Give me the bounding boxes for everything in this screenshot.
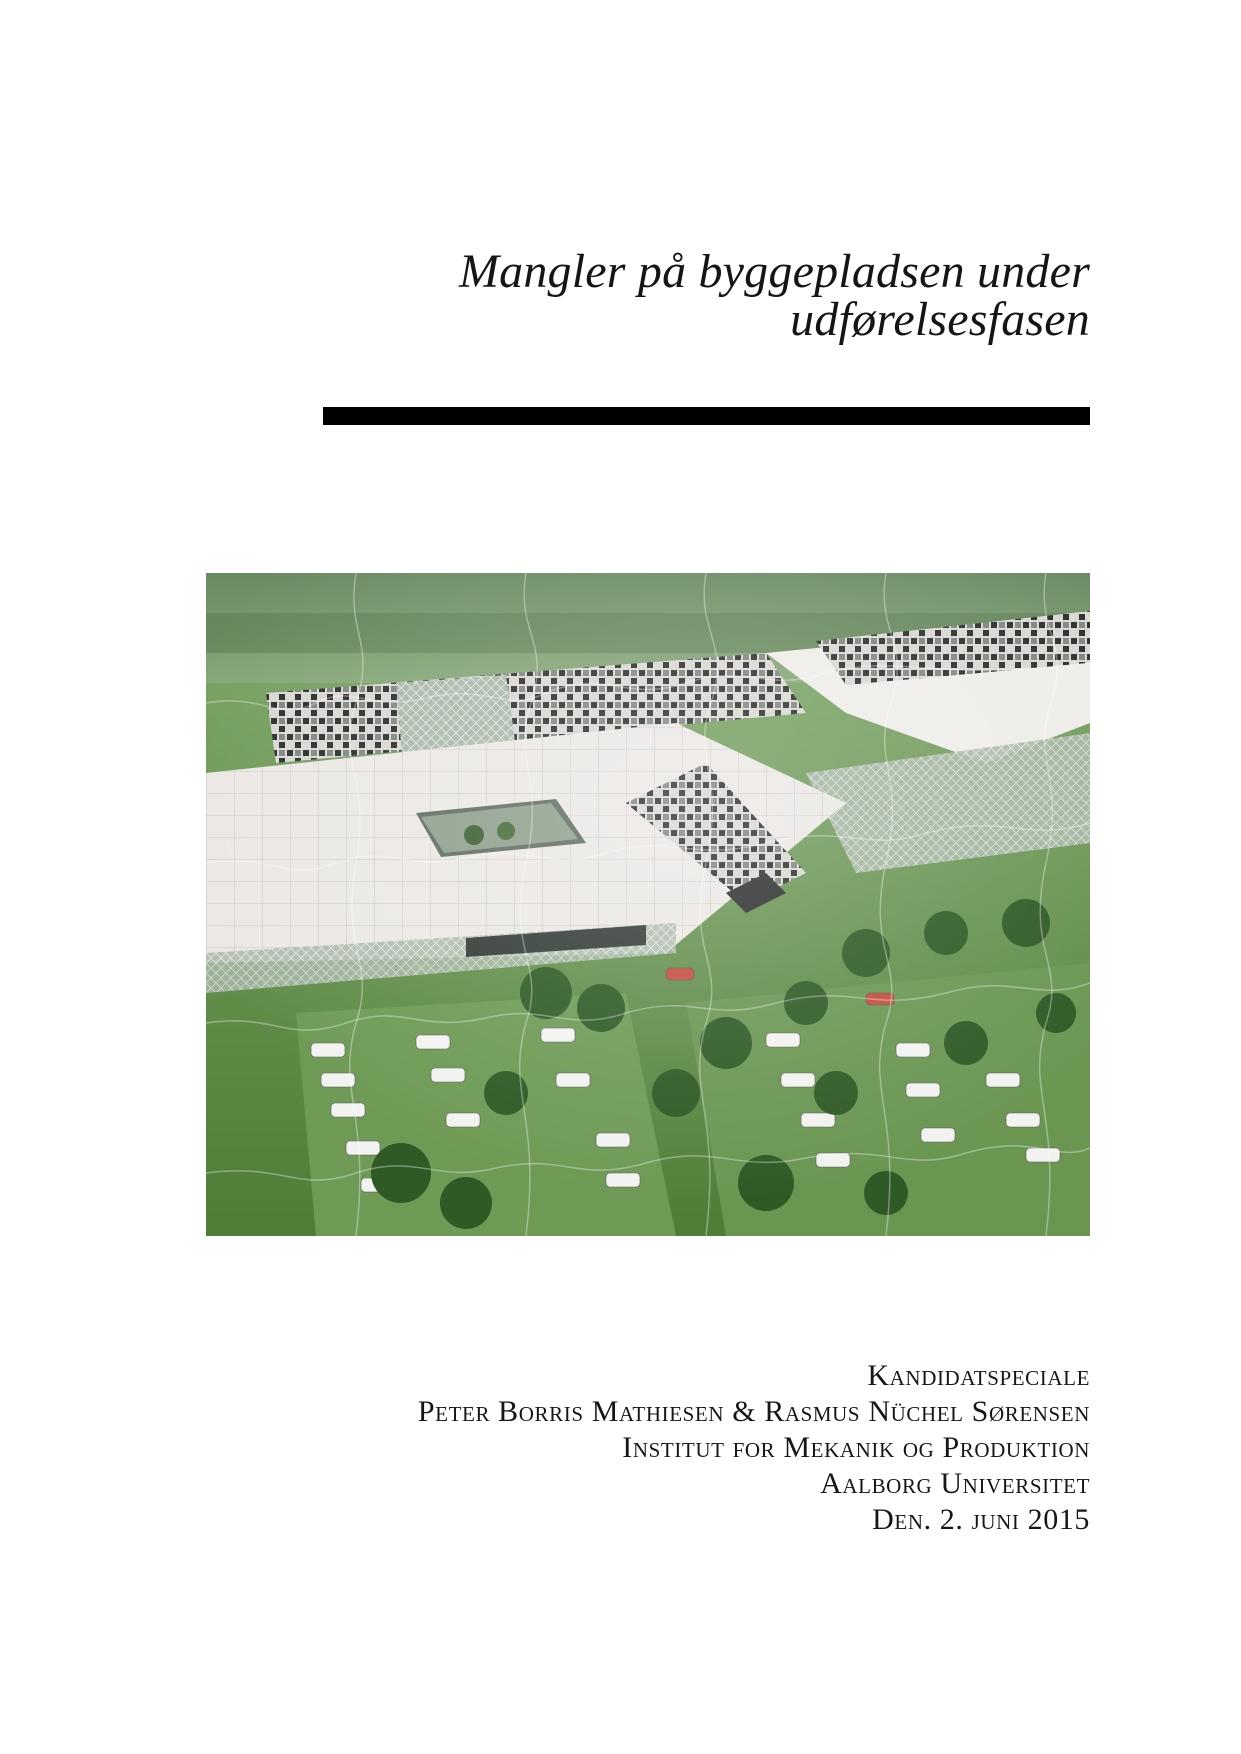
title-line-1: Mangler på byggepladsen under [458, 245, 1090, 298]
title-block [290, 245, 1090, 346]
thesis-type: Kandidatspeciale [867, 1359, 1090, 1392]
date: Den. 2. juni 2015 [872, 1503, 1090, 1536]
title-line-2: udførelsesfasen [790, 293, 1090, 346]
title-rule [323, 407, 1090, 425]
authors: Peter Borris Mathiesen & Rasmus Nüchel Sørensen [417, 1395, 1090, 1428]
jigsaw-puzzle-photo-icon [206, 573, 1090, 1236]
cover-photo [206, 573, 1090, 1236]
institute: Institut for Mekanik og Produktion [622, 1431, 1090, 1464]
university: Aalborg Universitet [820, 1467, 1090, 1500]
info-block [190, 1358, 1090, 1538]
